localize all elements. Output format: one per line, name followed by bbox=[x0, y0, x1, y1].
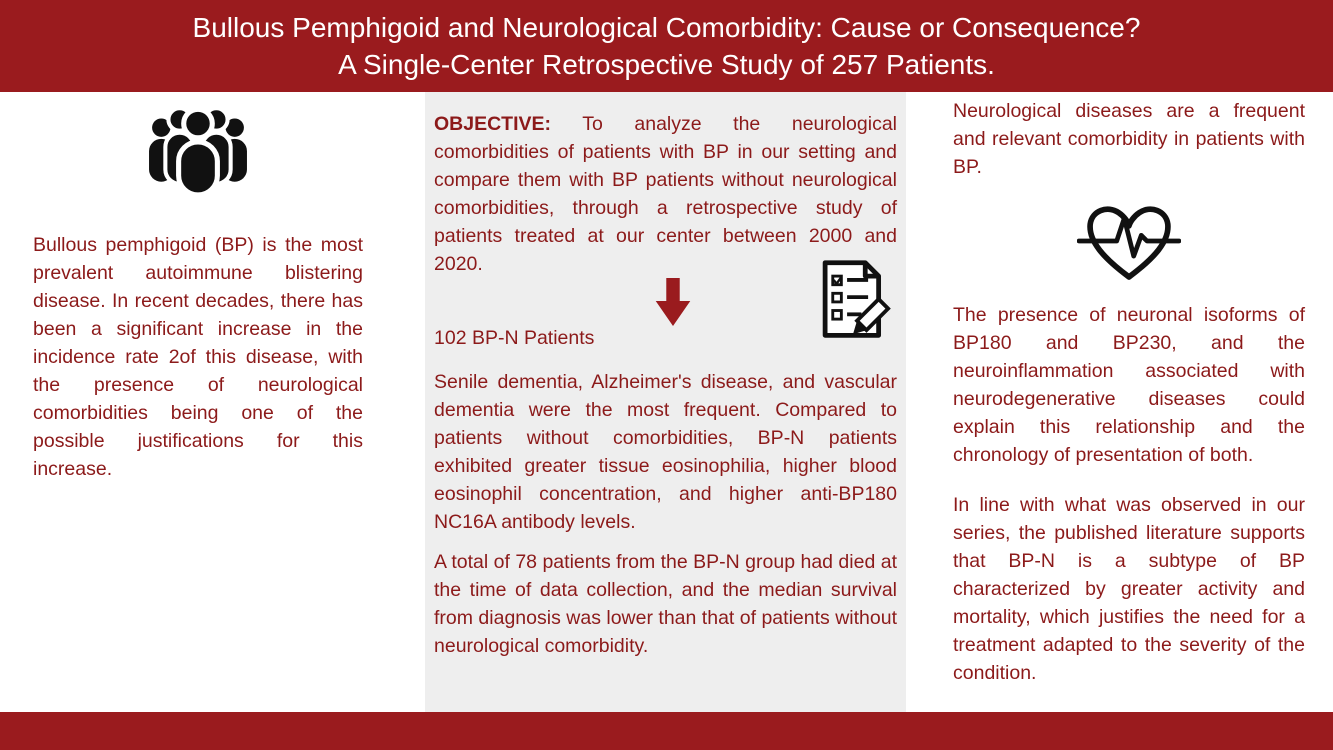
people-group-icon bbox=[128, 95, 268, 197]
mortality-paragraph: A total of 78 patients from the BP-N group had died at the time of data collection, and the median survival from diagnosis was lower than that of patients without neurological comorbidity. bbox=[434, 551, 897, 657]
down-arrow-icon bbox=[655, 278, 691, 326]
objective-text: To analyze the neurological comorbidities of patients with BP in our setting and compare them with BP patients without neurological comorbidities, through a retrospective study of patients treated at our center between 2000 and 2020. bbox=[434, 113, 897, 275]
checklist-pencil-icon bbox=[806, 254, 892, 346]
objective-label: OBJECTIVE: bbox=[434, 113, 552, 135]
middle-panel bbox=[425, 92, 906, 712]
bottom-banner bbox=[0, 712, 1333, 750]
conclusion-paragraph-1: Neurological diseases are a frequent and relevant comorbidity in patients with BP. bbox=[953, 100, 1305, 178]
left-column bbox=[33, 95, 363, 483]
findings-paragraph: Senile dementia, Alzheimer's disease, and vascular dementia were the most frequent. Compared to patients without comorbidities, BP-N patients exhibited greater tissue eosinophilia, higher blood eosinophil concentration, and higher anti-BP180 NC16A antibody levels. bbox=[434, 371, 897, 533]
title-banner bbox=[0, 0, 1333, 92]
middle-figure-row bbox=[434, 278, 897, 324]
bpn-patients-count: 102 BP-N Patients bbox=[434, 327, 595, 349]
title-line-1: Bullous Pemphigoid and Neurological Comorbidity: Cause or Consequence? bbox=[192, 12, 1141, 43]
heart-ecg-icon bbox=[1077, 193, 1181, 289]
intro-paragraph: Bullous pemphigoid (BP) is the most prevalent autoimmune blistering disease. In recent decades, there has been a significant increase in the incidence rate 2of this disease, with the presence of neurological comorbidities being one of the possible justifications for this increase. bbox=[33, 234, 363, 480]
conclusion-paragraph-3: In line with what was observed in our series, the published literature supports that BP-N is a subtype of BP characterized by greater activity and mortality, which justifies the need for a treatment adapted to the severity of the condition. bbox=[953, 494, 1305, 684]
right-column bbox=[953, 97, 1305, 687]
conclusion-paragraph-2: The presence of neuronal isoforms of BP180 and BP230, and the neuroinflammation associated with neurodegenerative diseases could explain this relationship and the chronology of presentation of both. bbox=[953, 304, 1305, 466]
title-line-2: A Single-Center Retrospective Study of 257 Patients. bbox=[338, 49, 995, 80]
objective-paragraph bbox=[434, 110, 897, 278]
